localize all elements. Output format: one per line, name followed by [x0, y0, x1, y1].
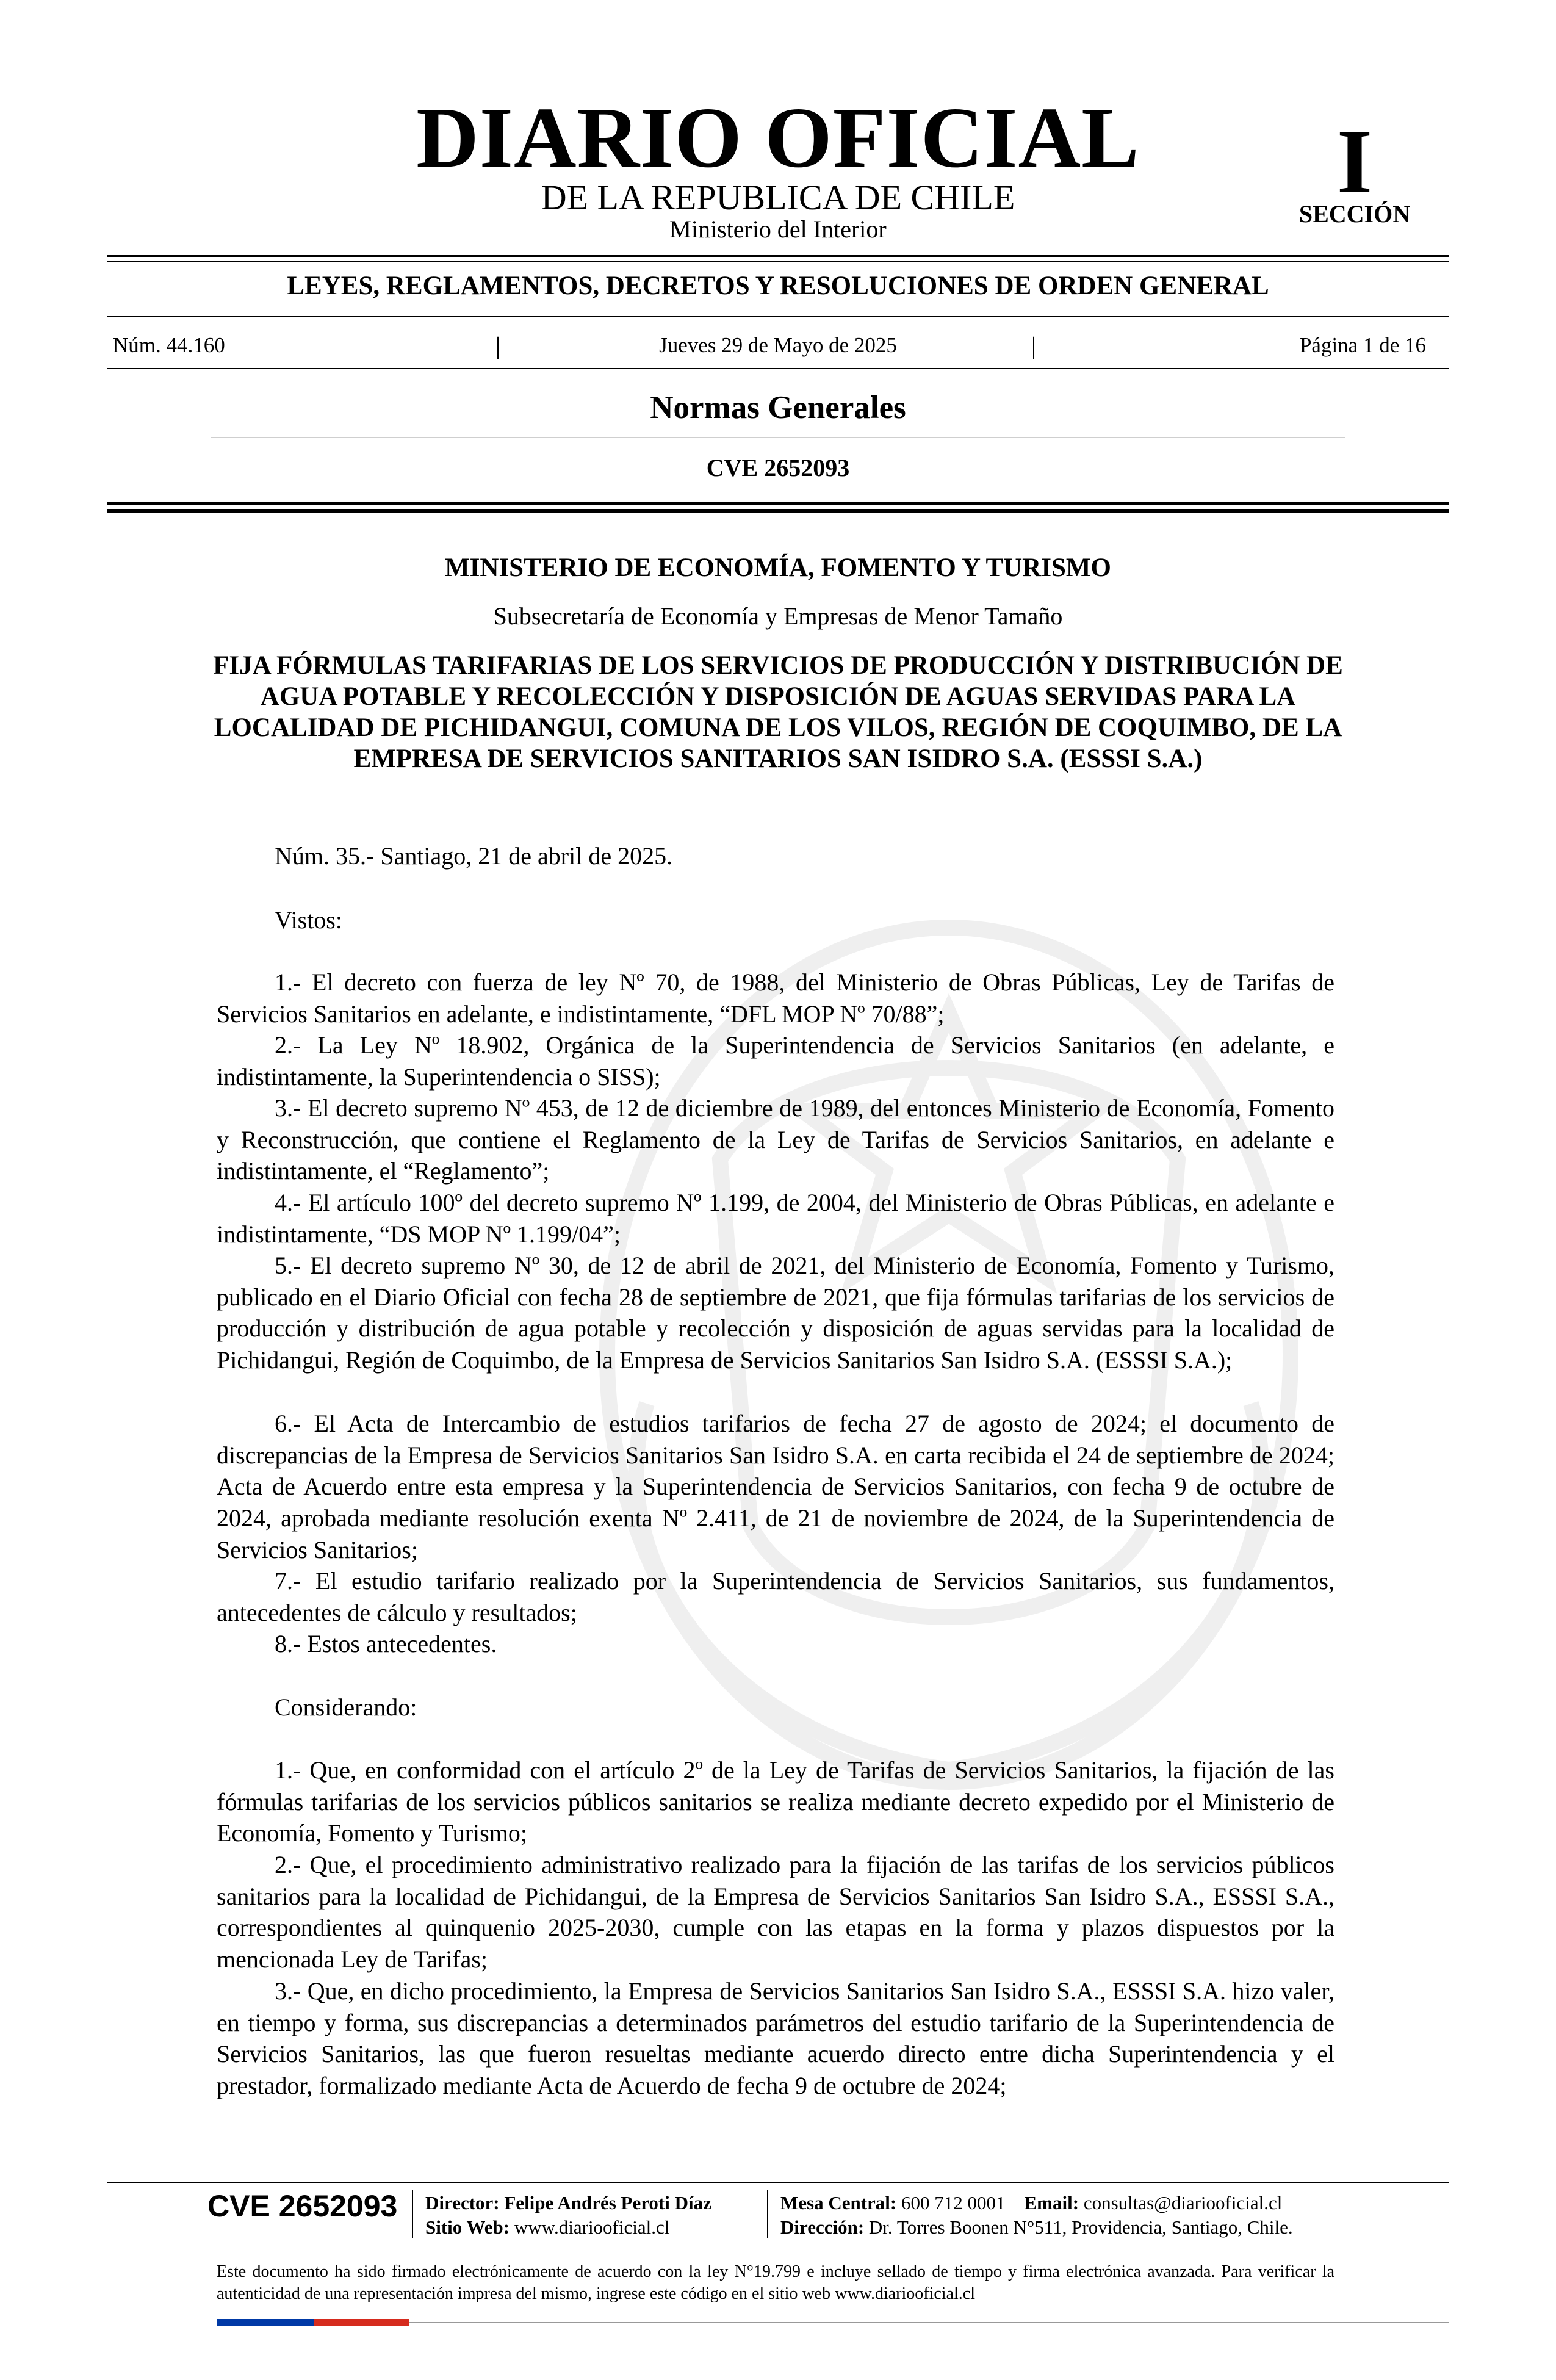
- ministry-name: MINISTERIO DE ECONOMÍA, FOMENTO Y TURISMO: [445, 554, 1111, 582]
- flag-stripe-blue: [217, 2319, 314, 2326]
- header-bottom-rule-1: [107, 502, 1449, 505]
- category-line: LEYES, REGLAMENTOS, DECRETOS Y RESOLUCIONES DE ORDEN GENERAL: [287, 272, 1269, 300]
- footer-address-value: Dr. Torres Boonen N°511, Providencia, Santiago, Chile.: [868, 2216, 1293, 2238]
- vistos-item: 6.- El Acta de Intercambio de estudios tarifarios de fecha 27 de agosto de 2024; el documento de discrepancias de la Empresa de Servicios Sanitarios San Isidro S.A. en carta recibida el 24 de septiembre de 2024; Acta de Acuerdo entre esta empresa y la Superintendencia de Servicios Sanitarios, con fecha 9 de octubre de 2024, aprobada mediante resolución exenta Nº 2.411, de 21 de noviembre de 2024, de la Superintendencia de Servicios Sanitarios;: [217, 1410, 1334, 1563]
- considerando-item: 3.- Que, en dicho procedimiento, la Empresa de Servicios Sanitarios San Isidro S.A., ESSSI S.A. hizo valer, en tiempo y forma, sus discrepancias a determinados parámetros del estudio tarifario de la Superintendencia de Servicios Sanitarios, las que fueron resueltas mediante acuerdo directo entre dicha Superintendencia y el prestador, formalizado mediante Acta de Acuerdo de fecha 9 de octubre de 2024;: [217, 1977, 1334, 2100]
- footer-address-label: Dirección:: [780, 2216, 865, 2238]
- vistos-item: 8.- Estos antecedentes.: [275, 1630, 497, 1657]
- footer-divider-2: [767, 2190, 768, 2238]
- vistos-item: 5.- El decreto supremo Nº 30, de 12 de abril de 2021, del Ministerio de Economía, Fomento y Turismo, publicado en el Diario Oficial con fecha 28 de septiembre de 2021, que fija fórmulas tarifarias de los servicios de producción y distribución de agua potable y recolección y disposición de aguas servidas para la localidad de Pichidangui, Región de Coquimbo, de la Empresa de Servicios Sanitarios San Isidro S.A. (ESSSI S.A.);: [217, 1252, 1334, 1374]
- footer-site-label: Sitio Web:: [425, 2216, 510, 2238]
- vistos-heading: Vistos:: [275, 906, 342, 934]
- masthead-rule-bottom: [107, 261, 1449, 262]
- footer-mesa-label: Mesa Central:: [780, 2192, 897, 2213]
- considerando-heading: Considerando:: [275, 1693, 417, 1721]
- footer-email-label: Email:: [1024, 2192, 1079, 2213]
- masthead-rule-top: [107, 255, 1449, 257]
- footer-site-link[interactable]: www.diariooficial.cl: [514, 2216, 670, 2238]
- section-heading-rule: [211, 437, 1345, 438]
- subsecretaria: Subsecretaría de Economía y Empresas de Menor Tamaño: [493, 602, 1063, 630]
- category-rule: [107, 316, 1449, 317]
- masthead-ministry: Ministerio del Interior: [669, 215, 887, 243]
- masthead-subtitle: DE LA REPUBLICA DE CHILE: [541, 178, 1015, 217]
- flag-stripe-red: [314, 2319, 409, 2326]
- section-numeral: I: [1336, 111, 1373, 212]
- infobar-separator-1: |: [495, 332, 501, 359]
- footer-director: [425, 2191, 711, 2215]
- footer-legal-notice: Este documento ha sido firmado electrónicamente de acuerdo con la ley N°19.799 e incluye sellado de tiempo y firma electrónica avanzada. Para verificar la autenticidad de una representación impresa del mismo, ingrese este código en el sitio web www.diariooficial.cl: [217, 2262, 1334, 2303]
- considerando-item: 1.- Que, en conformidad con el artículo 2º de la Ley de Tarifas de Servicios Sanitarios, la fijación de las fórmulas tarifarias de los servicios públicos sanitarios se realiza mediante decreto expedido por el Ministerio de Economía, Fomento y Turismo;: [217, 1756, 1334, 1847]
- considerando-item: 2.- Que, el procedimiento administrativo realizado para la fijación de las tarifas de los servicios públicos sanitarios para la localidad de Pichidangui, de la Empresa de Servicios Sanitarios San Isidro S.A., ESSSI S.A., correspondientes al quinquenio 2025-2030, cumple con las etapas en la forma y plazos dispuestos por la mencionada Ley de Tarifas;: [217, 1851, 1334, 1974]
- vistos-item: 4.- El artículo 100º del decreto supremo Nº 1.199, de 2004, del Ministerio de Obras Públicas, en adelante e indistintamente, “DS MOP Nº 1.199/04”;: [217, 1189, 1334, 1248]
- footer-cve-code: CVE 2652093: [207, 2189, 398, 2223]
- infobar-separator-2: |: [1031, 332, 1037, 359]
- cve-code: CVE 2652093: [706, 454, 850, 481]
- section-heading: Normas Generales: [650, 390, 906, 425]
- footer-email-link[interactable]: consultas@diariooficial.cl: [1083, 2192, 1283, 2213]
- vistos-item: 2.- La Ley Nº 18.902, Orgánica de la Superintendencia de Servicios Sanitarios (en adelante, e indistintamente, la Superintendencia o SISS);: [217, 1031, 1334, 1091]
- page-indicator: Página 1 de 16: [1299, 333, 1426, 357]
- vistos-item: 3.- El decreto supremo Nº 453, de 12 de diciembre de 1989, del entonces Ministerio de Economía, Fomento y Reconstrucción, que contiene el Reglamento de la Ley de Tarifas de Servicios Sanitarios, en adelante e indistintamente, el “Reglamento”;: [217, 1094, 1334, 1185]
- footer-address: [780, 2216, 1293, 2239]
- section-label: SECCIÓN: [1298, 200, 1411, 228]
- header-bottom-rule-2: [107, 509, 1449, 513]
- footer-mesa: [780, 2191, 1282, 2215]
- vistos-item: 1.- El decreto con fuerza de ley Nº 70, de 1988, del Ministerio de Obras Públicas, Ley de Tarifas de Servicios Sanitarios en adelante, e indistintamente, “DFL MOP Nº 70/88”;: [217, 968, 1334, 1028]
- footer-divider-1: [412, 2190, 413, 2238]
- footer-mesa-value: 600 712 0001: [901, 2192, 1006, 2213]
- footer-rule-bottom: [409, 2322, 1449, 2323]
- footer-director-value: Felipe Andrés Peroti Díaz: [504, 2192, 711, 2213]
- infobar-rule: [107, 368, 1449, 369]
- decree-title: FIJA FÓRMULAS TARIFARIAS DE LOS SERVICIOS DE PRODUCCIÓN Y DISTRIBUCIÓN DE AGUA POTABLE Y RECOLECCIÓN Y DISPOSICIÓN DE AGUAS SERVIDAS PARA LA LOCALIDAD DE PICHIDANGUI, COMUNA DE LOS VILOS, REGIÓN DE COQUIMBO, DE LA EMPRESA DE SERVICIOS SANITARIOS SAN ISIDRO S.A. (ESSSI S.A.): [213, 651, 1343, 773]
- footer-site: [425, 2216, 669, 2239]
- issue-date: Jueves 29 de Mayo de 2025: [659, 333, 897, 357]
- footer-director-label: Director:: [425, 2192, 500, 2213]
- decree-number: Núm. 35.- Santiago, 21 de abril de 2025.: [275, 842, 673, 870]
- footer-rule-top: [107, 2182, 1449, 2183]
- vistos-item: 7.- El estudio tarifario realizado por la Superintendencia de Servicios Sanitarios, sus fundamentos, antecedentes de cálculo y resultados;: [217, 1567, 1334, 1626]
- issue-number: Núm. 44.160: [113, 333, 225, 357]
- masthead-title: DIARIO OFICIAL: [416, 89, 1140, 186]
